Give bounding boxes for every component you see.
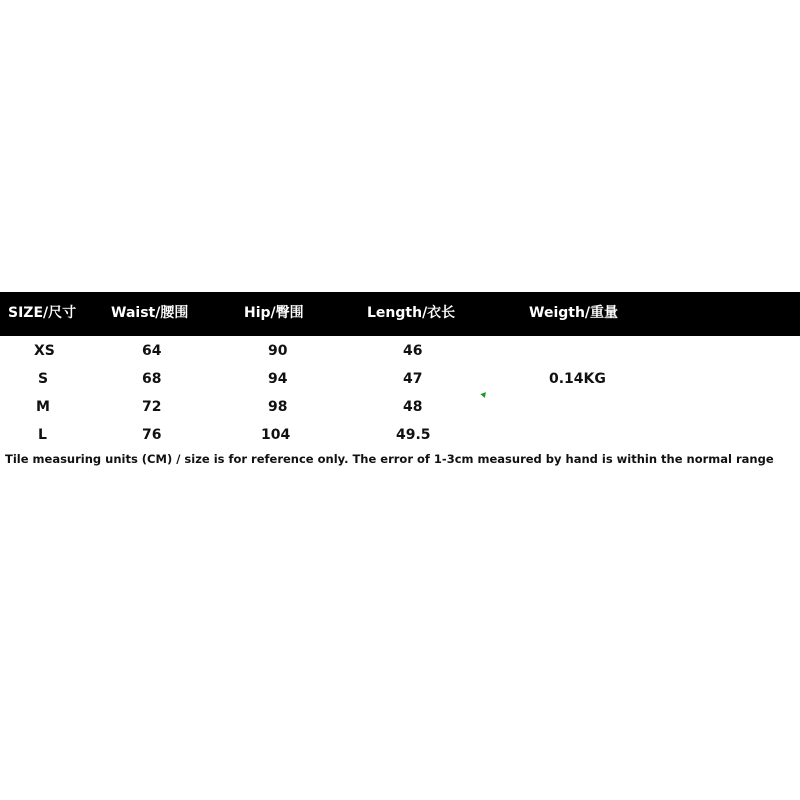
length-cell: 48 (403, 399, 423, 415)
header-hip: Hip/臀围 (244, 305, 304, 321)
header-length: Length/衣长 (367, 305, 456, 321)
header-weight: Weigth/重量 (529, 305, 619, 321)
size-cell: L (38, 427, 47, 443)
length-cell: 49.5 (396, 427, 431, 443)
hip-cell: 94 (268, 371, 288, 387)
table-header-row (0, 292, 800, 336)
length-cell: 46 (403, 343, 423, 359)
table-row (0, 394, 800, 420)
waist-cell: 64 (142, 343, 162, 359)
hip-cell: 104 (261, 427, 291, 443)
hip-cell: 98 (268, 399, 288, 415)
table-row (0, 366, 800, 392)
size-cell: S (38, 371, 49, 387)
size-cell: M (36, 399, 50, 415)
header-waist: Waist/腰围 (111, 305, 189, 321)
measurement-note: Tile measuring units (CM) / size is for reference only. The error of 1-3cm measured by hand is within the normal range (5, 452, 774, 466)
waist-cell: 68 (142, 371, 162, 387)
header-size: SIZE/尺寸 (8, 305, 77, 321)
table-row (0, 422, 800, 448)
size-cell: XS (34, 343, 55, 359)
table-row (0, 338, 800, 364)
waist-cell: 72 (142, 399, 162, 415)
hip-cell: 90 (268, 343, 288, 359)
waist-cell: 76 (142, 427, 162, 443)
weight-value: 0.14KG (549, 371, 606, 387)
length-cell: 47 (403, 371, 423, 387)
